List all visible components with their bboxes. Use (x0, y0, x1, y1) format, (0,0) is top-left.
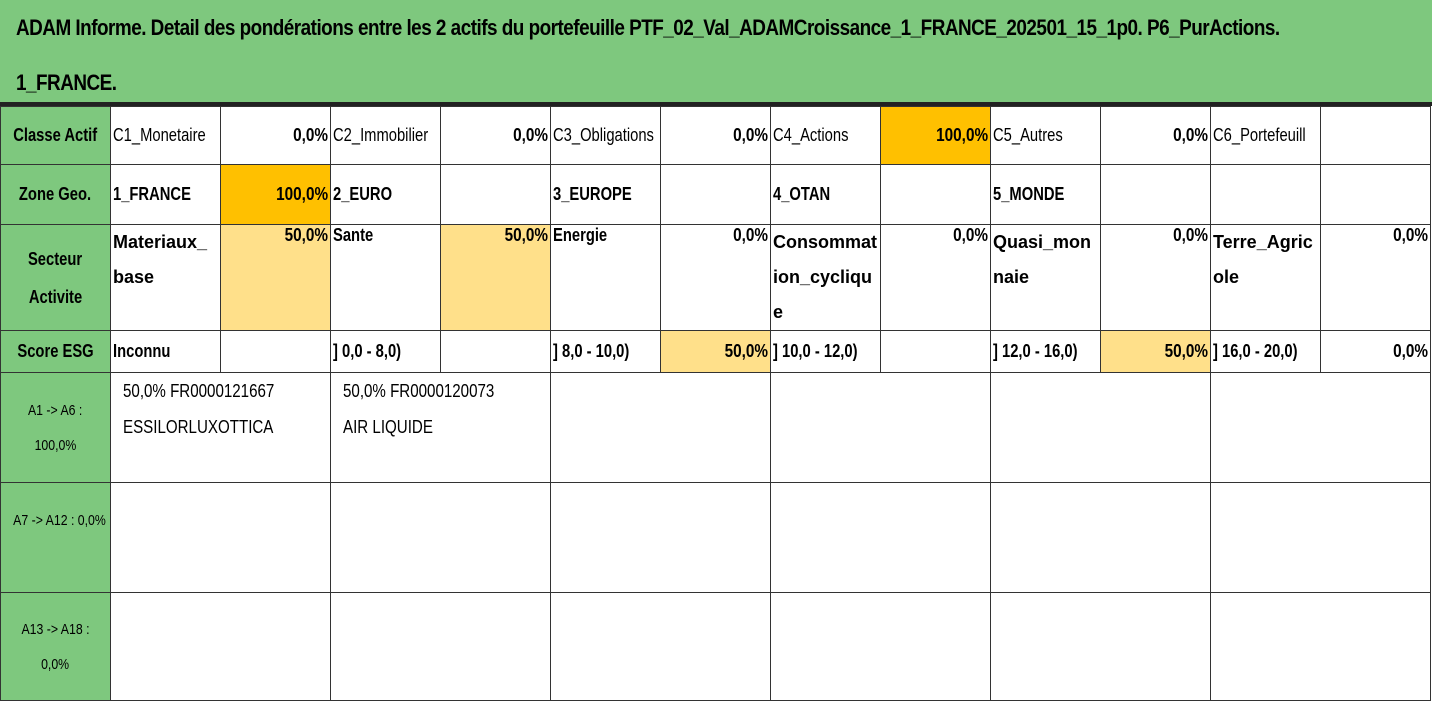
asset-cell (331, 483, 551, 593)
classe-actif-header: Classe Actif (1, 107, 111, 165)
score-esg-value (881, 331, 991, 373)
secteur-value: 0,0% (881, 225, 991, 331)
report-title-line-2: 1_FRANCE. (16, 70, 117, 95)
zone-geo-value (881, 165, 991, 225)
asset-cell: 50,0% FR0000120073 AIR LIQUIDE (331, 373, 551, 483)
asset-cell (551, 373, 771, 483)
asset-cell (991, 483, 1211, 593)
score-esg-label: ] 10,0 - 12,0) (771, 331, 881, 373)
report-title-line-1: ADAM Informe. Detail des pondérations entre les 2 actifs du portefeuille PTF_02_Val_ADAMCroissance_1_FRANCE_202501_15_1p0. P6_PurActions. (16, 15, 1280, 40)
assets-row-a1-a6 (1, 373, 1431, 483)
zone-geo-value (441, 165, 551, 225)
score-esg-value: 50,0% (1101, 331, 1211, 373)
asset-cell (551, 593, 771, 701)
score-esg-value: 50,0% (661, 331, 771, 373)
secteur-value: 0,0% (1101, 225, 1211, 331)
asset-cell (1211, 373, 1431, 483)
asset-cell (771, 483, 991, 593)
asset-cell (1211, 483, 1431, 593)
score-esg-label: ] 12,0 - 16,0) (991, 331, 1101, 373)
score-esg-label: Inconnu (111, 331, 221, 373)
asset-cell (991, 593, 1211, 701)
score-esg-value (221, 331, 331, 373)
secteur-header: Secteur Activite (1, 225, 111, 331)
zone-geo-value: 100,0% (221, 165, 331, 225)
classe-actif-label: C2_Immobilier (331, 107, 441, 165)
score-esg-label: ] 0,0 - 8,0) (331, 331, 441, 373)
asset-cell (771, 373, 991, 483)
classe-actif-row (1, 107, 1431, 165)
assets-row-a13-a18 (1, 593, 1431, 701)
zone-geo-label (1211, 165, 1321, 225)
classe-actif-value (1321, 107, 1431, 165)
asset-cell (551, 483, 771, 593)
score-esg-value (441, 331, 551, 373)
secteur-label: Consommation_cyclique (771, 225, 881, 331)
secteur-label: Quasi_monnaie (991, 225, 1101, 331)
classe-actif-label: C4_Actions (771, 107, 881, 165)
secteur-value: 50,0% (221, 225, 331, 331)
classe-actif-label: C1_Monetaire (111, 107, 221, 165)
secteur-label: Terre_Agricole (1211, 225, 1321, 331)
asset-cell (111, 593, 331, 701)
zone-geo-label: 5_MONDE (991, 165, 1101, 225)
score-esg-row (1, 331, 1431, 373)
zone-geo-value (661, 165, 771, 225)
asset-cell: 50,0% FR0000121667 ESSILORLUXOTTICA (111, 373, 331, 483)
zone-geo-label: 4_OTAN (771, 165, 881, 225)
zone-geo-value (1101, 165, 1211, 225)
classe-actif-value: 0,0% (1101, 107, 1211, 165)
assets-group-header: A13 -> A18 : 0,0% (1, 593, 111, 701)
classe-actif-value: 0,0% (661, 107, 771, 165)
classe-actif-value: 100,0% (881, 107, 991, 165)
zone-geo-row (1, 165, 1431, 225)
weights-table (0, 106, 1431, 701)
secteur-label: Energie (551, 225, 661, 331)
classe-actif-label: C3_Obligations (551, 107, 661, 165)
asset-cell (111, 483, 331, 593)
asset-cell (1211, 593, 1431, 701)
classe-actif-label: C5_Autres (991, 107, 1101, 165)
zone-geo-label: 1_FRANCE (111, 165, 221, 225)
assets-row-a7-a12 (1, 483, 1431, 593)
secteur-label: Sante (331, 225, 441, 331)
asset-cell (991, 373, 1211, 483)
score-esg-label: ] 8,0 - 10,0) (551, 331, 661, 373)
zone-geo-label: 2_EURO (331, 165, 441, 225)
secteur-value: 0,0% (1321, 225, 1431, 331)
classe-actif-value: 0,0% (441, 107, 551, 165)
zone-geo-header: Zone Geo. (1, 165, 111, 225)
secteur-value: 0,0% (661, 225, 771, 331)
assets-group-header: A1 -> A6 : 100,0% (1, 373, 111, 483)
classe-actif-value: 0,0% (221, 107, 331, 165)
secteur-label: Materiaux_base (111, 225, 221, 331)
asset-cell (771, 593, 991, 701)
assets-group-header: A7 -> A12 : 0,0% (1, 483, 111, 593)
zone-geo-value (1321, 165, 1431, 225)
zone-geo-label: 3_EUROPE (551, 165, 661, 225)
score-esg-label: ] 16,0 - 20,0) (1211, 331, 1321, 373)
secteur-value: 50,0% (441, 225, 551, 331)
classe-actif-label: C6_Portefeuill (1211, 107, 1321, 165)
score-esg-header: Score ESG (1, 331, 111, 373)
score-esg-value: 0,0% (1321, 331, 1431, 373)
asset-cell (331, 593, 551, 701)
report-title-bar (0, 0, 1432, 106)
secteur-row (1, 225, 1431, 331)
